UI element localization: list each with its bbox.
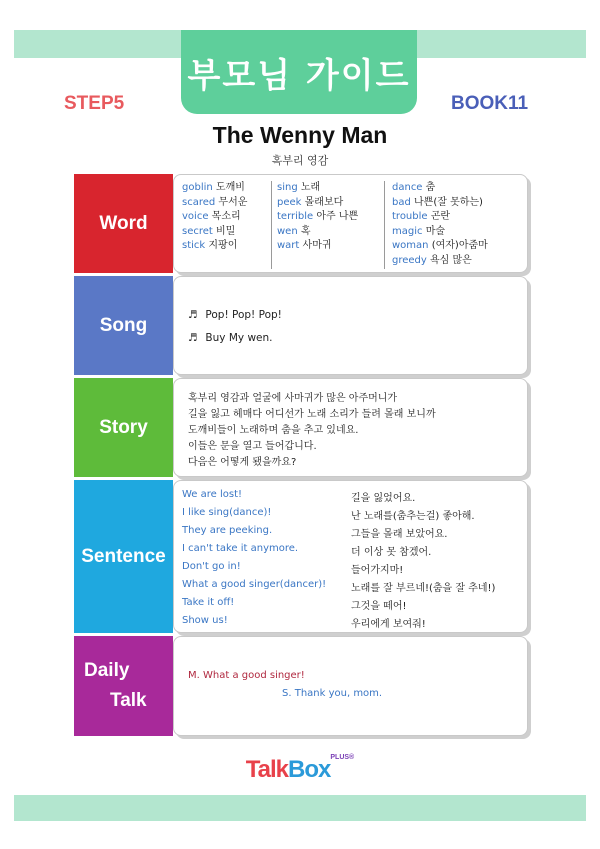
word-item: voice 목소리: [182, 211, 241, 222]
word-column-3: [392, 181, 488, 268]
sentence-en: Don't go in!: [182, 561, 241, 572]
sentence-ko: 난 노래를(춤추는걸) 좋아해.: [351, 511, 475, 522]
sentence-ko: 들어가지마!: [351, 565, 404, 576]
sentence-en: They are peeking.: [182, 525, 273, 536]
word-item: bad 나쁜(잘 못하는): [392, 196, 483, 208]
word-item: terrible 아주 나쁜: [277, 211, 359, 222]
sentence-en: What a good singer(dancer)!: [182, 579, 327, 590]
book-label: BOOK11: [451, 93, 529, 114]
story-label: Story: [74, 378, 173, 477]
sentence-ko: 그들을 몰래 보았어요.: [351, 529, 448, 540]
song-line: ♬ Buy My wen.: [188, 332, 273, 344]
sentence-en: Take it off!: [182, 597, 235, 608]
music-note-icon: ♬: [188, 332, 198, 344]
daily-talk-label: Daily Talk: [74, 636, 173, 736]
song-label: Song: [74, 276, 173, 375]
daily-talk-section: [74, 636, 528, 736]
sentence-en: I like sing(dance)!: [182, 507, 272, 518]
word-item: trouble 곤란: [392, 211, 451, 222]
word-item: dance 춤: [392, 182, 436, 193]
sentence-en: I can't take it anymore.: [182, 543, 299, 554]
son-line: S. Thank you, mom.: [282, 688, 383, 699]
story-section: [74, 378, 528, 477]
book-title: The Wenny Man: [212, 122, 388, 148]
word-column-1: [182, 181, 247, 254]
song-line: ♬ Pop! Pop! Pop!: [188, 309, 282, 321]
sentence-ko: 그것을 떼어!: [351, 601, 407, 612]
word-item: stick 지팡이: [182, 240, 238, 251]
word-item: secret 비밀: [182, 225, 236, 237]
column-divider: [271, 181, 272, 269]
sentence-ko: 길을 잃었어요.: [351, 493, 416, 504]
song-section: [74, 276, 528, 375]
talkbox-logo: TalkBox$^{PLUS®}$: [245, 754, 355, 783]
daily-talk-card: [173, 636, 528, 736]
word-item: goblin 도깨비: [182, 182, 245, 193]
mom-line: M. What a good singer!: [188, 670, 305, 681]
word-section: [74, 174, 528, 273]
word-item: magic 마술: [392, 225, 446, 237]
sentence-en: We are lost!: [182, 489, 243, 500]
bottom-band: [14, 795, 586, 821]
sentence-label: Sentence: [74, 480, 173, 633]
word-item: greedy 욕심 많은: [392, 254, 472, 266]
song-card: [173, 276, 528, 375]
sentence-ko: 더 이상 못 참겠어.: [351, 547, 432, 558]
word-item: peek 몰래보다: [277, 196, 344, 208]
sentence-en: Show us!: [182, 615, 228, 626]
story-card: [173, 378, 528, 477]
sentence-ko: 우리에게 보여줘!: [351, 619, 426, 630]
music-note-icon: ♬: [188, 309, 198, 321]
word-item: wen 혹: [277, 225, 311, 237]
sentence-ko: 노래를 잘 부르네!(춤을 잘 추네!): [351, 583, 496, 594]
book-subtitle: 혹부리 영감: [271, 154, 329, 167]
word-item: sing 노래: [277, 182, 321, 193]
word-item: woman (여자)아줌마: [392, 240, 488, 251]
story-text: 혹부리 영감과 얼굴에 사마귀가 많은 아주머니가 길을 잃고 헤매다 어디선가 노래 소리가 들려 몰래 보니까 도깨비들이 노래하며 춤을 추고 있네요. 이들은 문을 열고 들어갑니다. 다음은 어떻게 됐을까요?: [188, 393, 436, 468]
page-title: 부모님 가이드: [181, 30, 417, 114]
step-label: STEP5: [64, 93, 125, 114]
sentence-card: [173, 480, 528, 633]
sentence-section: [74, 480, 528, 633]
word-column-2: [277, 181, 358, 254]
column-divider: [384, 181, 385, 269]
word-item: scared 무서운: [182, 196, 248, 208]
word-card: [173, 174, 528, 273]
word-label: Word: [74, 174, 173, 273]
word-item: wart 사마귀: [277, 240, 332, 251]
